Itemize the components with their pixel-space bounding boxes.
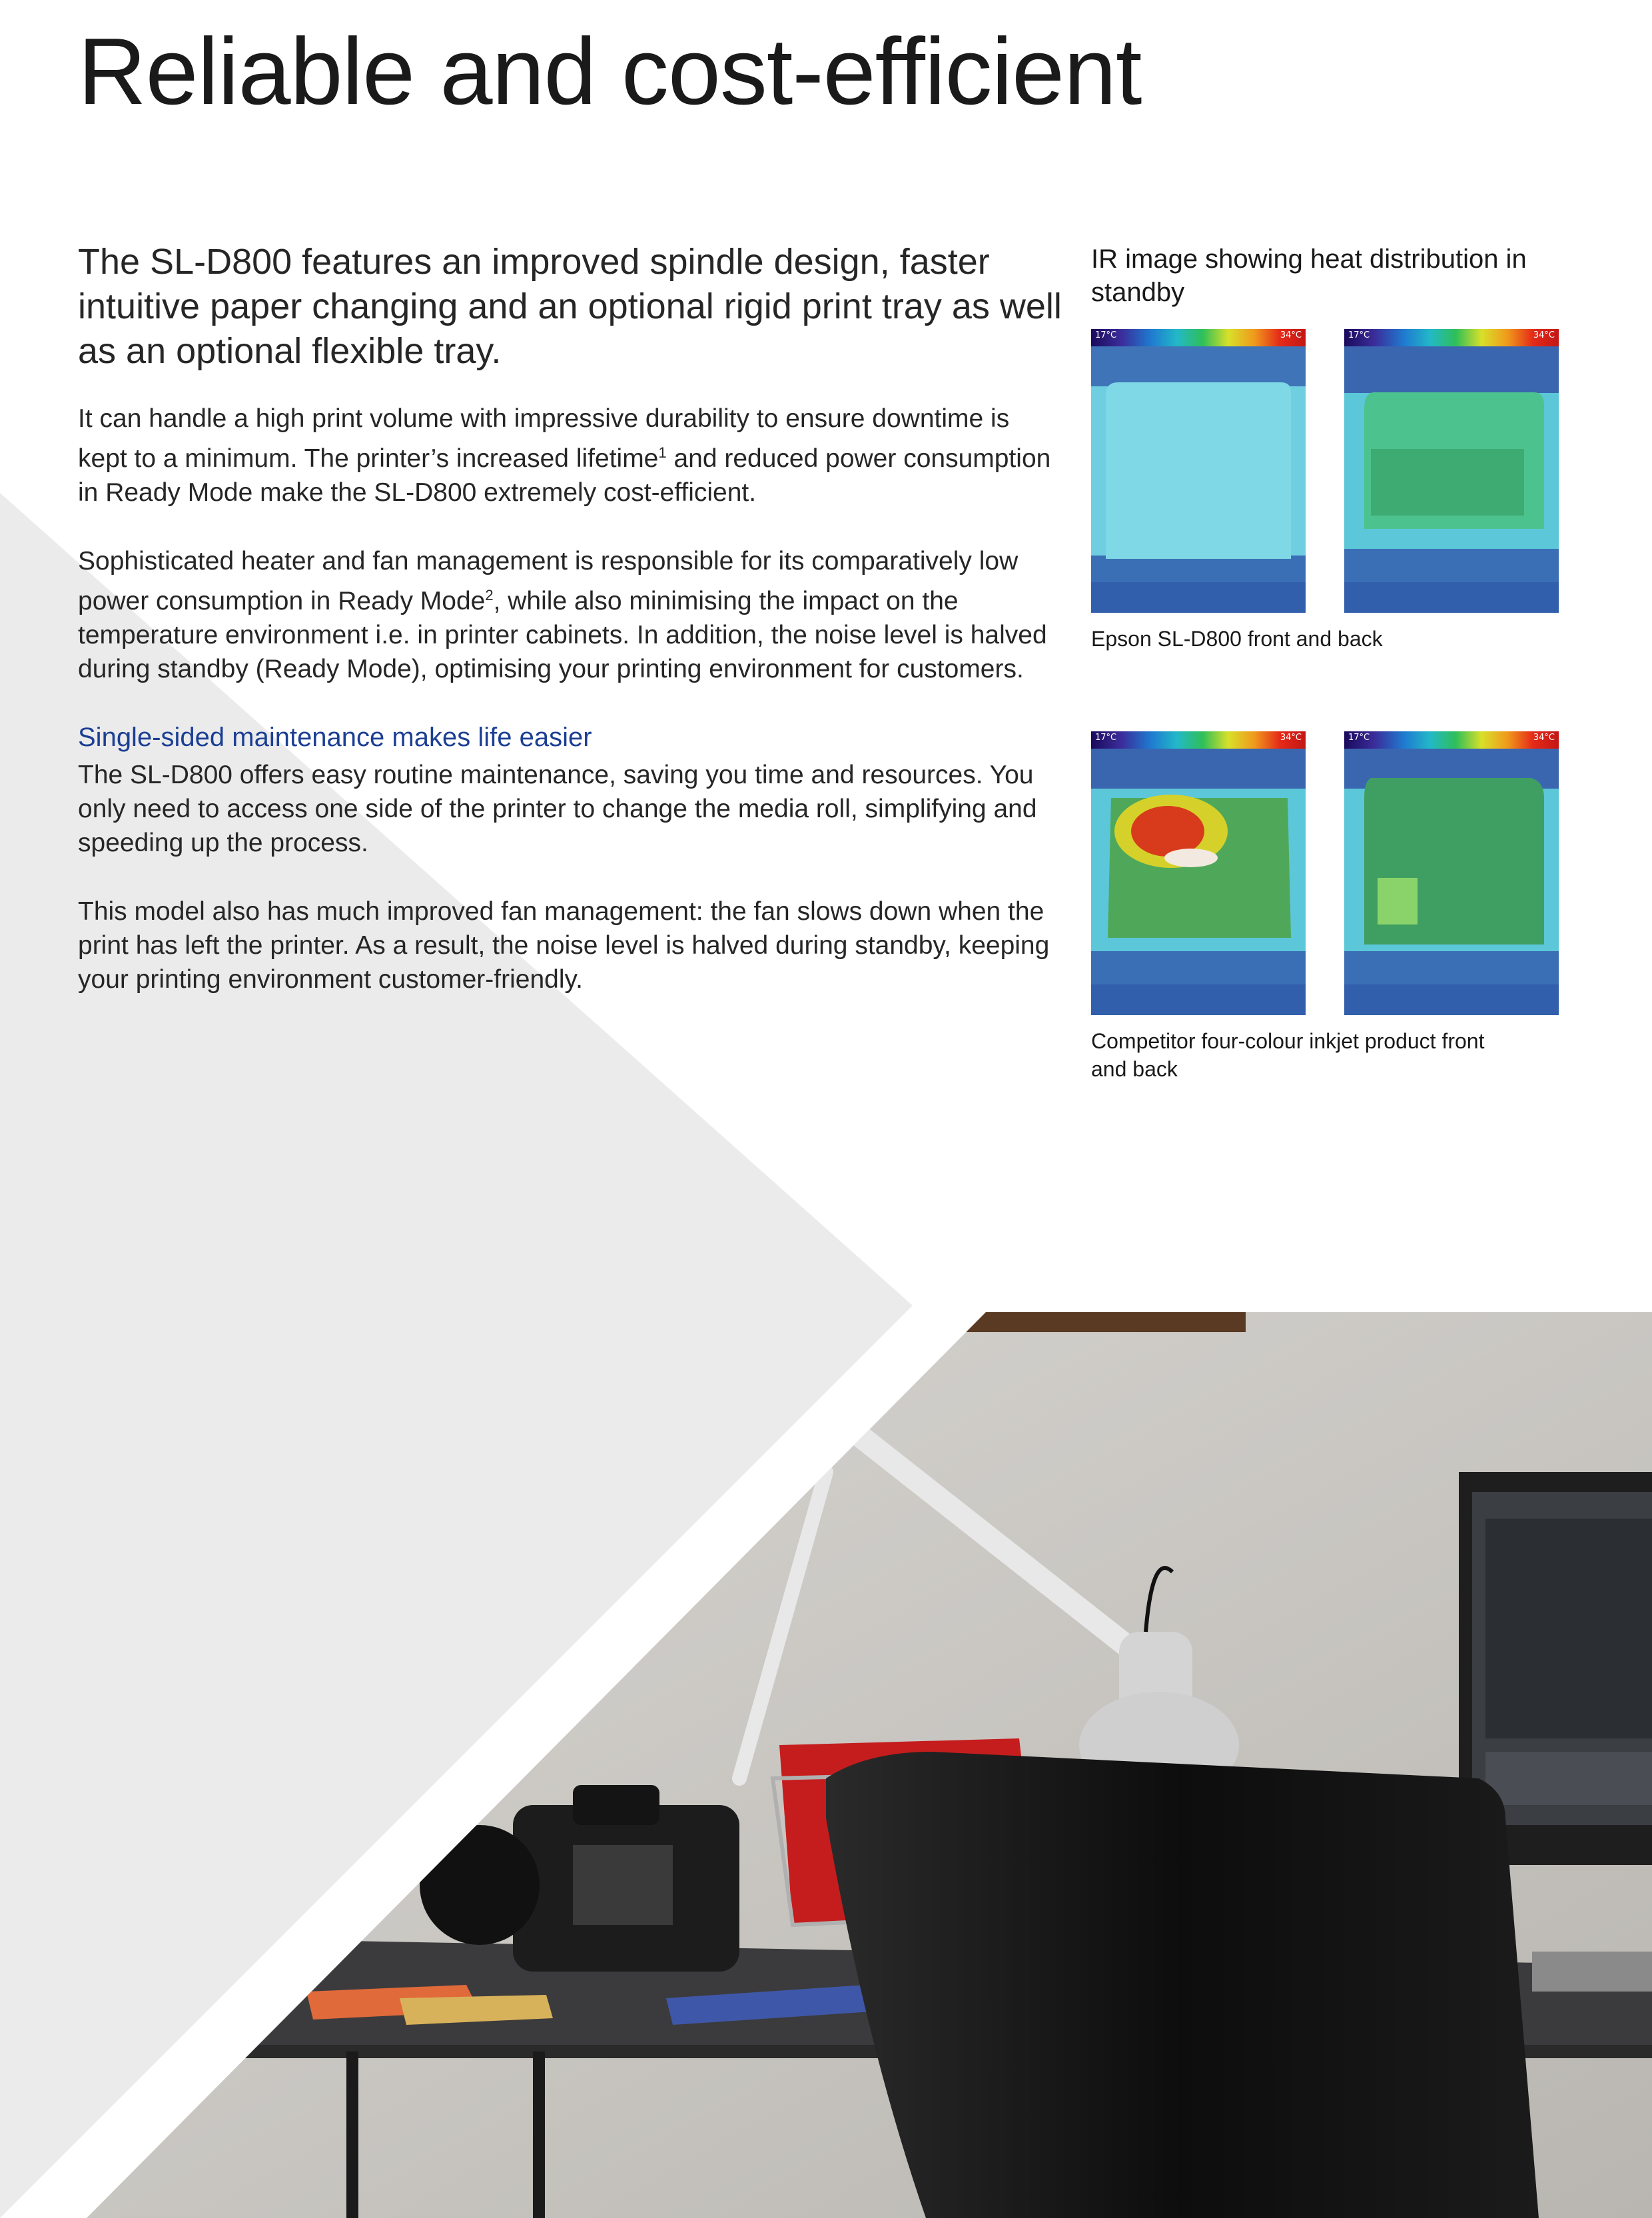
page-title: Reliable and cost-efficient	[78, 19, 1142, 125]
temperature-scale	[1091, 731, 1306, 749]
ir-sidebar	[1091, 242, 1597, 309]
office-desk-photo	[0, 1312, 1652, 2218]
scale-high-label: 34°C	[1280, 330, 1302, 340]
scale-low-label: 17°C	[1095, 330, 1117, 340]
footnote-ref-1: 1	[658, 444, 667, 461]
paragraph-text: and reduced power consumption in Ready Mode make the SL-D800 extremely cost-efficient.	[78, 444, 1051, 507]
paragraph-fan: This model also has much improved fan management: the fan slows down when the print has left the printer. As a result, the noise level is halved during standby, keeping your printing environment customer-friendly.	[78, 897, 1050, 994]
paragraph-maintenance: The SL-D800 offers easy routine maintenance, saving you time and resources. You only need to access one side of the printer to change the media roll, simplifying and speeding up the process.	[78, 761, 1037, 857]
temperature-scale	[1344, 731, 1559, 749]
paragraph-text: , while also minimising the impact on the temperature environment i.e. in printer cabinets. In addition, the noise level is halved during standby (Ready Mode), optimising your printing environment for customers.	[78, 587, 1047, 683]
ir-image-competitor-front	[1091, 731, 1306, 1015]
paragraph-text: Sophisticated heater and fan management is responsible for its comparatively low power consumption in Ready Mode	[78, 547, 1019, 615]
scale-low-label: 17°C	[1348, 733, 1370, 743]
sidebar-title: IR image showing heat distribution in standby	[1091, 244, 1527, 307]
ir-image-epson-front	[1091, 329, 1306, 613]
paragraph-durability	[78, 402, 1064, 510]
scale-low-label: 17°C	[1348, 330, 1370, 340]
scale-high-label: 34°C	[1533, 733, 1555, 743]
ir-image-epson-back	[1344, 329, 1559, 613]
scale-high-label: 34°C	[1533, 330, 1555, 340]
section-heading: Single-sided maintenance makes life easier	[78, 723, 592, 752]
scale-low-label: 17°C	[1095, 733, 1117, 743]
lead-paragraph: The SL-D800 features an improved spindle design, faster intuitive paper changing and an optional rigid print tray as well as an optional flexible tray.	[78, 242, 1062, 371]
footnote-ref-2: 2	[485, 587, 494, 603]
temperature-scale	[1344, 329, 1559, 346]
paragraph-heater	[78, 544, 1064, 686]
caption-epson: Epson SL-D800 front and back	[1091, 627, 1383, 651]
scale-high-label: 34°C	[1280, 733, 1302, 743]
paragraph-text: It can handle a high print volume with impressive durability to ensure downtime is kept to a minimum. The printer’s increased lifetime	[78, 404, 1010, 473]
main-column	[78, 240, 1064, 1031]
ir-image-competitor-back	[1344, 731, 1559, 1015]
temperature-scale	[1091, 329, 1306, 346]
caption-competitor: Competitor four-colour inkjet product front and back	[1091, 1029, 1485, 1081]
